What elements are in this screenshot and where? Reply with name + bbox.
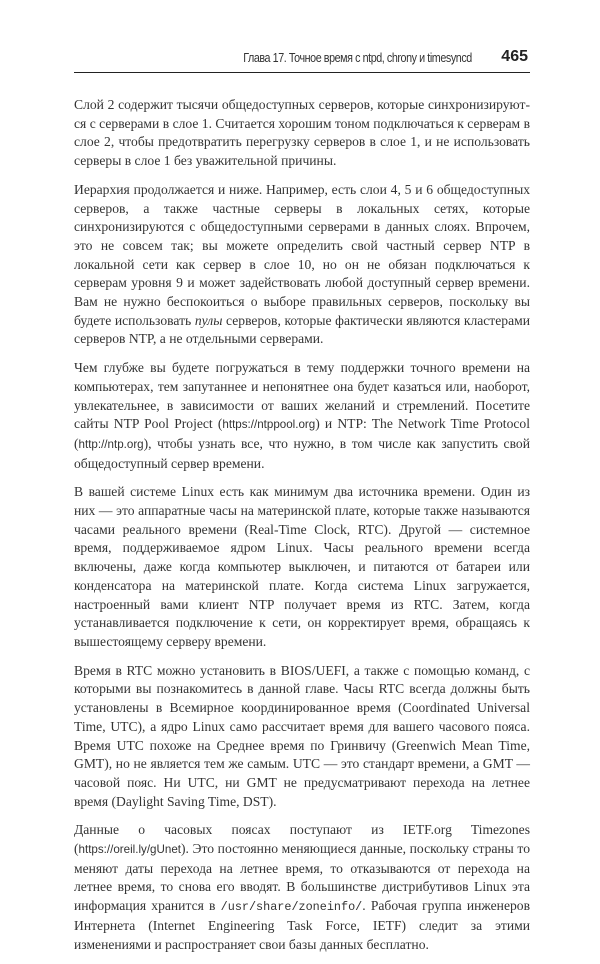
paragraph-rtc-utc bbox=[74, 662, 530, 812]
paragraph-stratum-2 bbox=[74, 96, 530, 171]
chapter-title: Глава 17. Точное время с ntpd, chrony и timesyncd bbox=[243, 51, 472, 65]
link-ietf-timezones[interactable]: https://oreil.ly/gUnet bbox=[78, 843, 181, 857]
text-segment: Слой 2 содержит тысячи общедоступных серверов, которые синхронизируются с серверами в слое 1. Считается хорошим тоном подключаться к серверам в слое 2, чтобы предотвратить перегрузку серверов в слое 1, и не использовать серверы в слое 1 без уважительной причины. bbox=[74, 97, 530, 169]
body-text bbox=[74, 96, 530, 964]
text-segment: Иерархия продолжается и ниже. Например, есть слои 4, 5 и 6 общедоступных серверов, а также частные серверы в локальных сетях, которые синхронизируются с общедоступными серверами в данных слоях. Впрочем, это не совсем так; вы можете определить свой частный сервер NTP в локальной сети как сервер в слое 10, но он не обязан подключаться к серверам уровня 9 и может задействовать любой доступный сервер времени. Вам не нужно беспокоиться о выборе правильных серверов, поскольку вы будете использовать bbox=[74, 181, 530, 328]
paragraph-timezones bbox=[74, 821, 530, 954]
code-zoneinfo-path: /usr/share/zoneinfo/ bbox=[220, 900, 363, 915]
paragraph-deeper bbox=[74, 359, 530, 473]
running-header bbox=[74, 48, 530, 73]
text-segment: ) и NTP: The Network Time Protocol ( bbox=[74, 416, 530, 451]
text-segment: ), чтобы узнать все, что нужно, в том числе как запустить свой общедоступный сервер времени. bbox=[74, 435, 530, 471]
paragraph-hierarchy bbox=[74, 181, 530, 349]
link-ntp-org[interactable]: http://ntp.org bbox=[78, 437, 144, 451]
text-segment: серверов, которые фактически являются кластерами серверов NTP, а не отдельными серверами. bbox=[74, 312, 530, 347]
text-segment: ). Это постоянно меняющиеся данные, поскольку страны то меняют даты перехода на летнее время, то отказываются от перехода на летнее время, то снова его вводят. В большинстве дистрибутивов Linux эта информация хранится в bbox=[74, 841, 530, 914]
page-number: 465 bbox=[501, 48, 528, 65]
text-segment: Время в RTC можно установить в BIOS/UEFI, а также с помощью команд, с которыми вы познакомитесь в данной главе. Часы RTC всегда должны быть установлены в Всемирное координированное время (Coordinated Universal Time, UTC), а ядро Linux само рассчитает время для вашего часового пояса. Время UTC похоже на Среднее время по Гринвичу (Greenwich Mean Time, GMT), но не является тем же самым. UTC — это стандарт времени, а GMT — часовой пояс. Ни UTC, ни GMT не предусматривают перехода на летнее время (Daylight Saving Time, DST). bbox=[74, 662, 530, 809]
paragraph-time-sources bbox=[74, 483, 530, 651]
text-segment: В вашей системе Linux есть как минимум два источника времени. Один из них — это аппаратные часы на материнской плате, которые также называются часами реального времени (Real-Time Clock, RTC). Другой — системное время, поддерживаемое ядром Linux. Часы реального времени всегда включены, даже когда компьютер выключен, и питаются от батареи или конденсатора на материнской плате. Когда система Linux загружается, настроенный вами клиент NTP получает время из RTC. Затем, когда устанавливается подключение к сети, он корректирует время, обращаясь к вышестоящему серверу времени. bbox=[74, 484, 530, 649]
text-segment: Чем глубже вы будете погружаться в тему поддержки точного времени на компьютерах, тем запутаннее и непонятнее она будет казаться или, наоборот, увлекательнее, в зависимости от ваших желаний и стремлений. Посетите сайты NTP Pool Project ( bbox=[74, 360, 530, 432]
text-segment: . Рабочая группа инженеров Интернета (Internet Engineering Task Force, IETF) следит за этими изменениями и распространяет свои базы данных бесплатно. bbox=[74, 898, 530, 952]
link-ntppool[interactable]: https://ntppool.org bbox=[222, 418, 316, 432]
emphasis-pools: пулы bbox=[194, 312, 223, 328]
text-segment: Данные о часовых поясах поступают из IETF.org Timezones ( bbox=[74, 822, 530, 857]
